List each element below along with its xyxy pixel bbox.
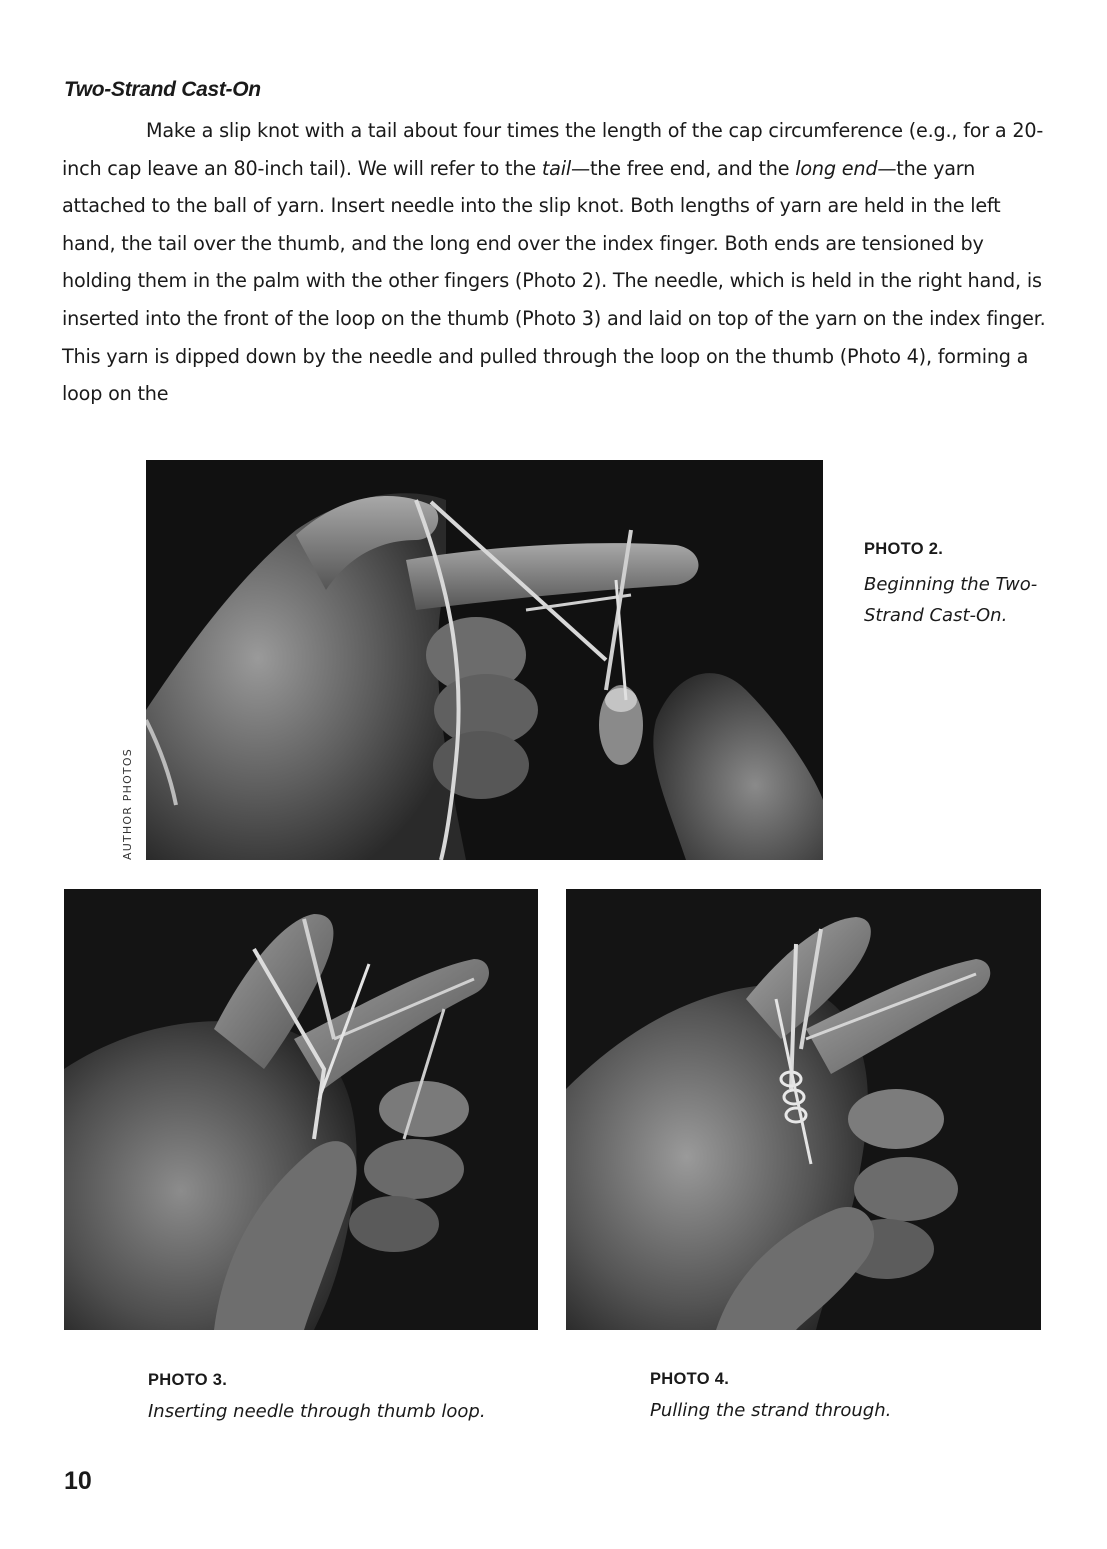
photo-credit: AUTHOR PHOTOS [121,748,134,860]
photo-3-image [64,889,538,1330]
photo-2-caption-text: Beginning the Two-Strand Cast-On. [864,574,1038,626]
photo-3-label: PHOTO 3. [148,1371,228,1389]
term-long-end: long end [795,156,878,180]
photo-2-caption [864,540,1054,631]
photo-4-label: PHOTO 4. [650,1370,730,1388]
body-text-part-2: —the free end, and the [571,156,796,180]
photo-3-caption-text: Inserting needle through thumb loop. [148,1401,486,1422]
section-heading: Two-Strand Cast-On [64,78,261,101]
page-number: 10 [64,1467,92,1495]
photo-2-label: PHOTO 2. [864,540,944,558]
photo-4-caption-text: Pulling the strand through. [650,1400,892,1421]
body-text-part-3: —the yarn attached to the ball of yarn. Insert needle into the slip knot. Both lengths of yarn are held in the left hand, the tail over the thumb, and the long end over the index finger. Both ends are tensioned by holding them in the palm with the other fingers (Photo 2). The needle, which is held in the right hand, is inserted into the front of the loop on the thumb (Photo 3) and laid on top of the yarn on the index finger. This yarn is dipped down by the needle and pulled through the loop on the thumb (Photo 4), forming a loop on the [62,156,1046,406]
photo-2-image [146,460,823,860]
term-tail: tail [541,156,571,180]
photo-4-caption [650,1370,1030,1426]
body-text-part-1: Make a slip knot with a tail about four times the length of the cap circumference (e.g., for a 20-inch cap leave an 80-inch tail). We will refer to the [62,119,1044,180]
body-paragraph [62,112,1047,413]
photo-4-image [566,889,1041,1330]
photo-3-caption [148,1371,528,1427]
